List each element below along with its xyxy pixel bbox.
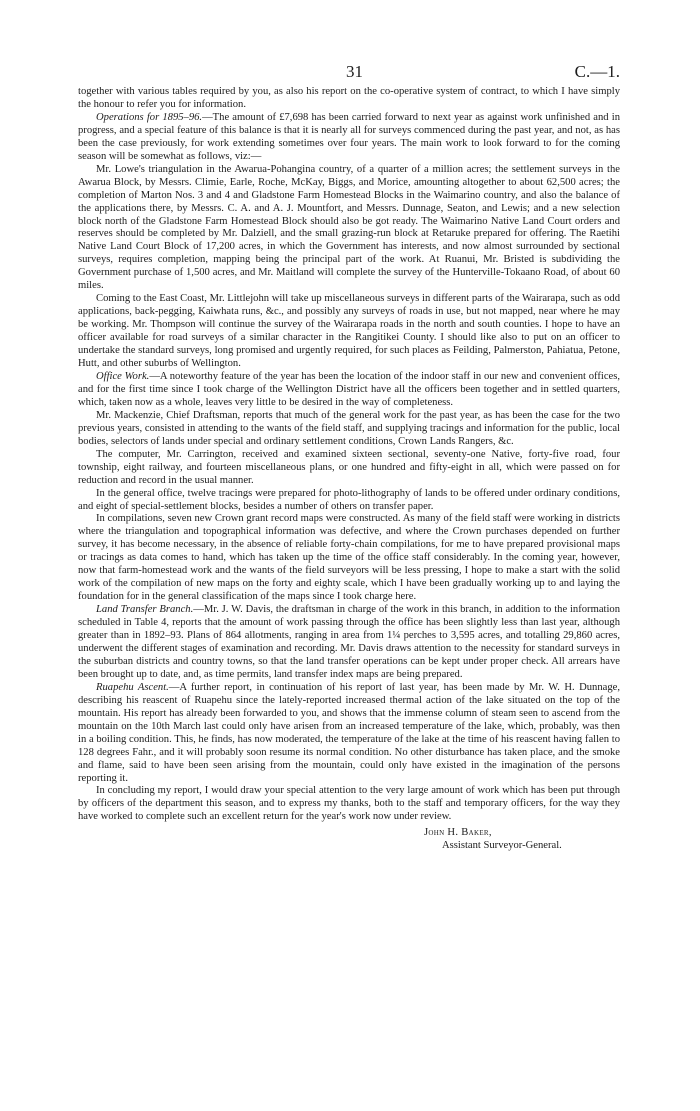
paragraph-text: —Mr. J. W. Davis, the draftsman in charge of the work in this branch, in addition to the information scheduled in Table 4, reports that the amount of work passing through the office has been slightly less than last year, although greater than in 1892–93. Plans of 864 allotments, ranging in area from 1¼ perches to 3,595 acres, and totalling 29,860 acres, underwent the different stages of examination and recording. Mr. Davis draws attention to the necessity for standard surveys in the suburban districts and country towns, so that the land transfer operations can be kept under proper check. All arrears have been brought up to date, and, as time permits, land transfer index maps are being prepared. (78, 604, 621, 680)
paragraph-text: In the general office, twelve tracings were prepared for photo-lithography of lands to be offered under ordinary conditions, and eight of special-settlement blocks, besides a number of others on transfer paper. (78, 487, 620, 512)
paragraph (78, 410, 620, 449)
paragraph-text: —A noteworthy feature of the year has been the location of the indoor staff in our new and convenient offices, and for the first time since I took charge of the Wellington District have all the officers been together and in settled quarters, which, taken now as a whole, leaves very little to be desired in the way of completeness. (78, 370, 621, 408)
paragraph-text: In concluding my report, I would draw your special attention to the very large amount of work which has been put through by officers of the department this season, and to express my thanks, both to the staff and temporary officers, for the way they have worked to complete such an excellent return for the year's work now under review. (78, 785, 620, 823)
paragraph-land-transfer (78, 604, 620, 682)
paragraph-text: The computer, Mr. Carrington, received and examined sixteen sectional, seventy-one Native, forty-five road, four township, eight railway, and fourteen miscellaneous plans, or one hundred and fifty-eight in all, which were passed on for reduction and record in the usual manner. (78, 448, 620, 486)
paragraph-heading: Office Work. (96, 370, 150, 382)
signatory-name: John H. Baker, (424, 827, 492, 839)
paragraph-text: In compilations, seven new Crown grant record maps were constructed. As many of the field staff were working in districts where the triangulation and topographical information was defective, and where the Crown purchases depended on further survey, it has become necessary, in the absence of reliable forty-chain compilations, for me to have prepared provisional maps or tracings as data comes to hand, which has taken up the time of the office staff considerably. In the coming year, however, now that farm-homestead work and the wants of the field surveyors will be less pressing, I hope to make a start with the solid work of the compilation of new maps on the forty and eighty scale, which I have been gradually working up to and laying the foundation for in the general classification of the maps since I took charge here. (78, 513, 620, 603)
paragraph-operations (78, 112, 620, 164)
document-reference: C.—1. (574, 62, 620, 81)
paragraph-text: Coming to the East Coast, Mr. Littlejohn will take up miscellaneous surveys in different parts of the Wairarapa, such as odd applications, back-pegging, Kaiwhata runs, &c., and possibly any surveys of roads in use, but not mapped, near where he may be working. Mr. Thompson will continue the survey of the Wairarapa roads in the north and south counties. I hope to have an officer available for road surveys of a similar character in the Rangitikei County. I should like also to put on an officer to undertake the standard surveys, long promised and urgently required, for such places as Feilding, Palmerston, Pahiatua, Petone, Hutt, and other suburbs of Wellington. (78, 293, 620, 370)
paragraph (78, 164, 620, 294)
paragraph-heading: Ruapehu Ascent. (96, 681, 169, 693)
paragraph (78, 449, 620, 488)
report-body (78, 86, 620, 824)
paragraph-conclusion (78, 785, 620, 824)
paragraph-office-work (78, 371, 620, 410)
signature-block (78, 826, 620, 852)
paragraph-ruapehu-ascent (78, 682, 620, 786)
paragraph (78, 293, 620, 371)
paragraph-heading: Land Transfer Branch. (96, 604, 194, 616)
page-number: 31 (346, 62, 363, 81)
paragraph-text: —A further report, in continuation of his report of last year, has been made by Mr. W. H. Dunnage, describing his reascent of Ruapehu since the lately-reported increased thermal action of the lake situated on the top of the mountain. His report has already been forwarded to you, and shows that the immense column of steam seen to ascend from the mountain on the 10th March last could only have arisen from an increased temperature of the lake, which, probably, was then in a boiling condition. This, he finds, has now moderated, the temperature of the lake at the time of his reascent having fallen to 128 degrees Fahr., and it will probably soon resume its normal condition. No other disturbance has taken place, and the smoke and flame, said to have been seen arising from the mountain, could only have existed in the imagination of the persons reporting it. (78, 681, 620, 784)
paragraph-text: Mr. Lowe's triangulation in the Awarua-Pohangina country, of a quarter of a million acres; the settlement surveys in the Awarua Block, by Messrs. Climie, Earle, Roche, McKay, Biggs, and Morice, amounting altogether to about 62,500 acres; the completion of Marton Nos. 3 and 4 and Gladstone Farm Homestead Blocks in the Waimarino country, and also the balance of the applications there, by Messrs. C. A. and A. J. Mountfort, and Messrs. Dunnage, Seaton, and Lewis; and a new selection block north of the Gladstone Farm Homestead Block should also be got ready. The Waimarino Native Land Court orders and reserves should be completed by Mr. Dalziell, and the small grazing-run block at Retaruke prepared for offering. The Raetihi Native Land Court Block of 17,200 acres, in which the Government has interests, and now almost surrounded by sectional surveys, requires completion, mapping being the principal part of the work. At Ruanui, Mr. Bristed is subdividing the Government purchase of 1,500 acres, and Mr. Maitland will complete the survey of the Hunterville-Tokaano Road, of about 60 miles. (78, 163, 620, 292)
paragraph-text: Mr. Mackenzie, Chief Draftsman, reports that much of the general work for the past year, as has been the case for the two previous years, consisted in attending to the wants of the field staff, and supplying tracings and information for the public, local bodies, selectors of lands under special and ordinary settlement conditions, Crown Lands Rangers, &c. (78, 409, 620, 447)
paragraph-text: —The amount of £7,698 has been carried forward to next year as against work unfinished and in progress, and a special feature of this balance is that it is nearly all for surveys commenced during the past year, and not, as has been the case previously, for work extending sometimes over four years. The main work to look forward to for the coming season will be somewhat as follows, viz:— (78, 111, 620, 162)
paragraph-text: together with various tables required by you, as also his report on the co-operative system of contract, to which I have simply the honour to refer you for information. (78, 86, 620, 110)
paragraph-heading: Operations for 1895–96. (96, 111, 203, 123)
page-header (78, 62, 620, 86)
paragraph (78, 488, 620, 514)
paragraph (78, 86, 620, 112)
signatory-title: Assistant Surveyor-General. (442, 840, 562, 852)
paragraph (78, 513, 620, 604)
